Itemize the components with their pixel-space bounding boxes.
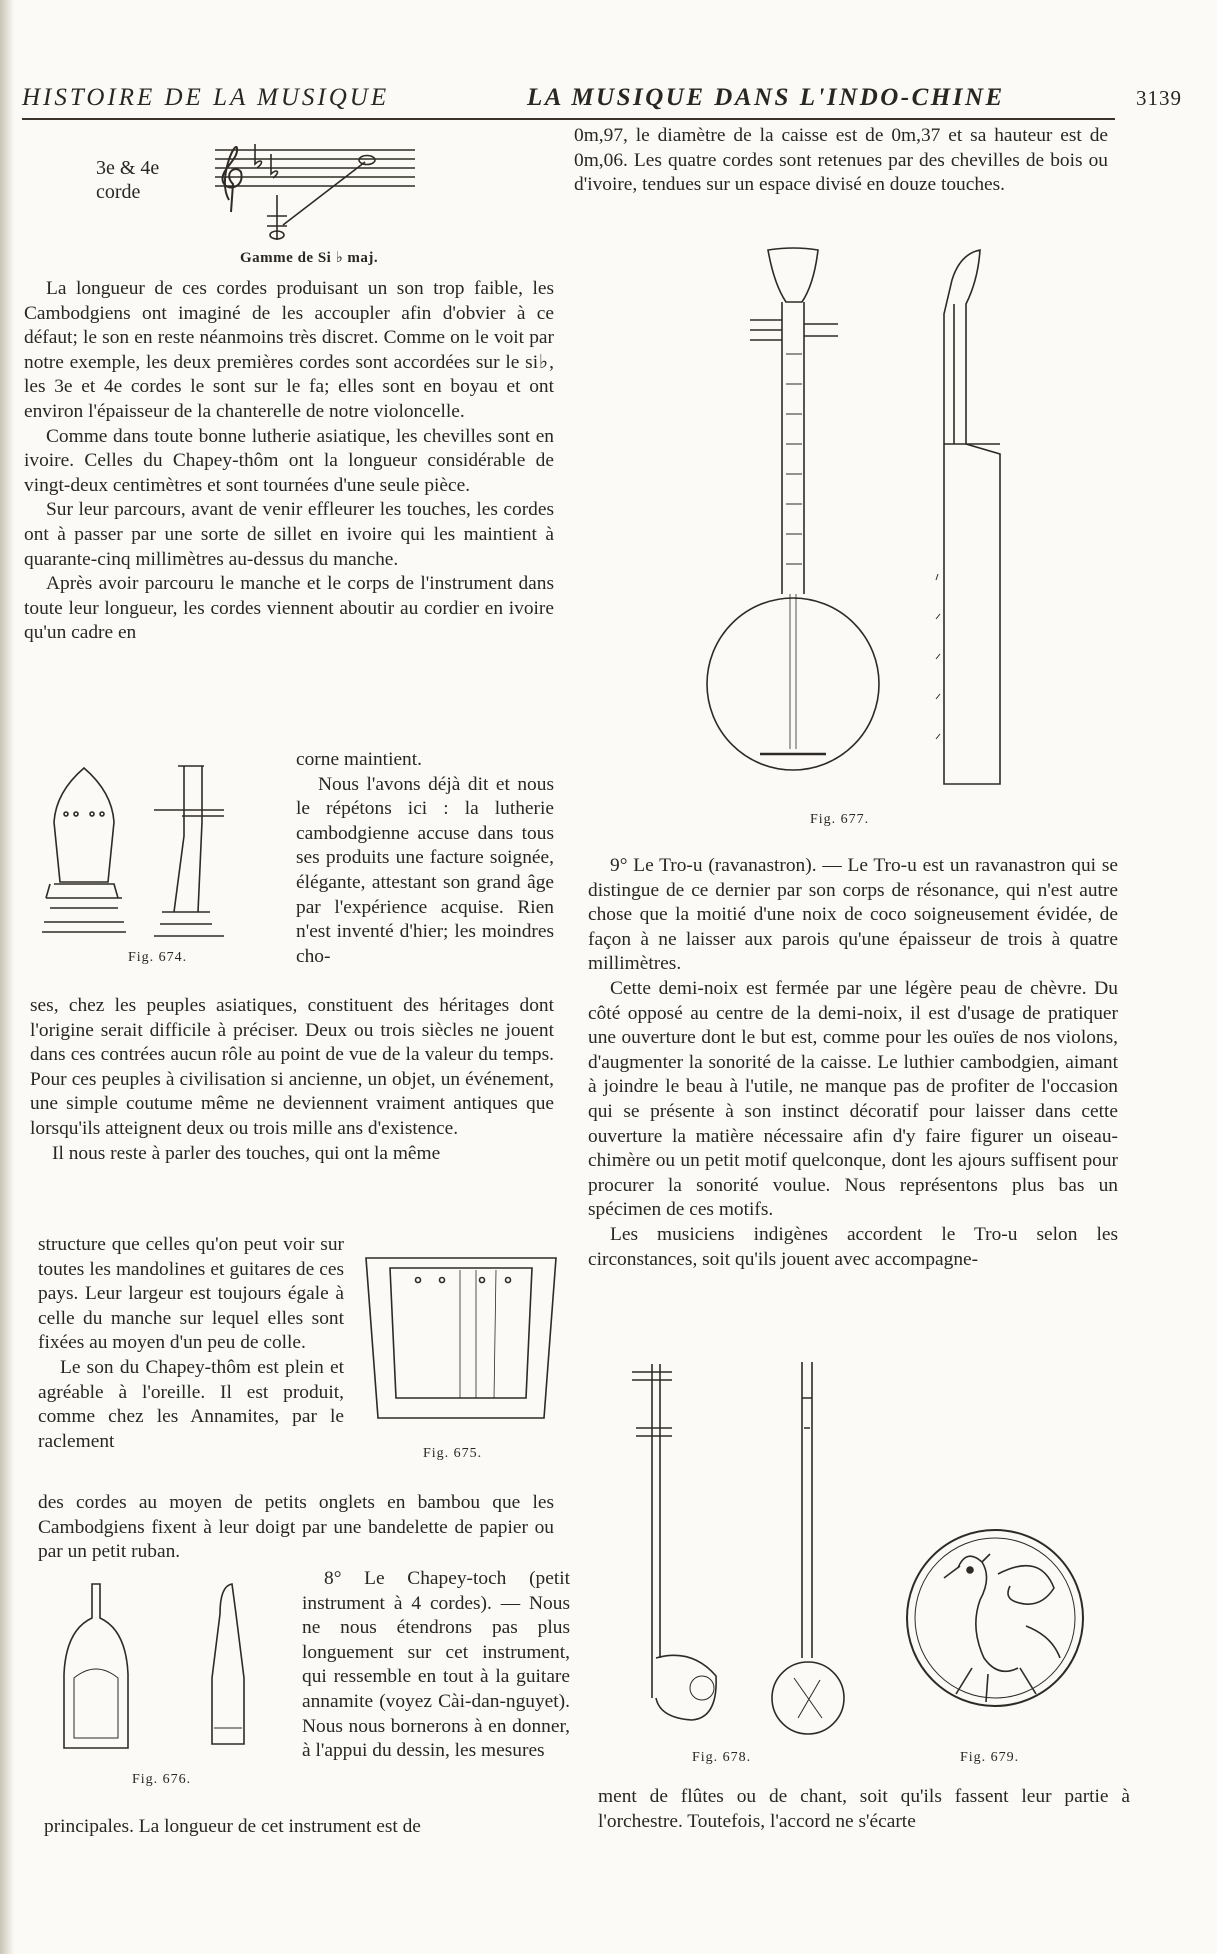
header-rule [22,118,1115,120]
fig-676-drawing [54,1578,299,1768]
left-para-7a: Le son du Chapey-thôm est plein et agréable à l'oreille. Il est produit, comme chez les Annamites, par le raclement [38,1356,344,1452]
left-para-4a: Après avoir parcouru le manche et le corps de l'instrument dans toute leur longueur, les cordes viennent aboutir au cordier en ivoire qu'un cadre en [24,573,554,644]
right-column-block1 [574,124,1108,198]
left-para-4b: corne maintient. [296,749,422,770]
fig-676-svg [54,1578,299,1768]
left-column-block1 [24,277,554,646]
right-column-block3 [598,1785,1130,1834]
left-para-6b: structure que celles qu'on peut voir sur toutes les mandolines et guitares de ces pays. Leur largeur est toujours égale à celle du manche sur lequel elles sont fixées au moyen d'un peu de colle. [38,1234,344,1354]
right-column-block2 [588,854,1118,1272]
fig-678-drawing [612,1358,882,1738]
fig-675-caption: Fig. 675. [423,1446,483,1461]
fig-674-drawing [34,762,279,942]
fig-677-svg [690,244,1030,804]
music-staff-svg [205,140,425,250]
fig-678-svg [612,1358,882,1738]
fig-679-caption: Fig. 679. [960,1750,1020,1765]
header-left-title: HISTOIRE DE LA MUSIQUE [22,84,390,111]
fig-675-svg [356,1248,566,1428]
fig-675-drawing [356,1248,566,1428]
left-para-2: Comme dans toute bonne lutherie asiatique, les chevilles sont en ivoire. Celles du Chapey-thôm ont la longueur considérable de vingt-deux centimètres et sont tournées d'une seule pièce. [24,425,554,496]
left-para-5a: Nous l'avons déjà dit et nous le répétons ici : la lutherie cambodgienne accuse dans tous ses produits une facture soignée, élégante, attestant son grand âge par l'expérience acquise. Rien n'est inventé d'hier; les moindres cho- [296,773,554,967]
fig-679-drawing [900,1518,1090,1728]
right-para-4: ment de flûtes ou de chant, soit qu'ils fassent leur partie à l'orchestre. Toutefois, l'accord ne s'écarte [598,1786,1130,1832]
fig-676-caption: Fig. 676. [132,1772,192,1787]
left-column-block3 [30,994,554,1166]
right-para-0: 0m,97, le diamètre de la caisse est de 0m,37 et sa hauteur est de 0m,06. Les quatre cordes sont retenues par des chevilles de bois ou d'ivoire, tendues sur un espace divisé en douze touches. [574,125,1108,196]
left-para-7b: des cordes au moyen de petits onglets en bambou que les Cambodgiens fixent à leur doigt par une bandelette de papier ou par un petit ruban. [38,1492,554,1563]
scale-label-line2: corde [96,181,141,203]
page-number: 3139 [1136,86,1182,110]
fig-674-svg [34,762,279,942]
left-para-3: Sur leur parcours, avant de venir effleurer les touches, les cordes ont à passer par une sorte de sillet en ivoire qui les maintient à quarante-cinq millimètres au-dessus du manche. [24,499,554,570]
scale-label [96,156,159,204]
header-center-title: LA MUSIQUE DANS L'INDO-CHINE [527,84,1005,111]
left-para-8: 8° Le Chapey-toch (petit instrument à 4 cordes). — Nous ne nous étendrons pas plus longuement sur cet instrument, qui ressemble en tout à la guitare annamite (voyez Cài-dan-nguyet). Nous nous bornerons à en donner, à l'appui du dessin, les mesures [302,1568,570,1762]
fig-677-caption: Fig. 677. [810,812,870,827]
fig-679-svg [900,1518,1090,1728]
left-column-block5 [38,1491,554,1565]
fig-678-caption: Fig. 678. [692,1750,752,1765]
left-column-block4 [38,1233,344,1454]
page-binding-shadow [0,0,14,1954]
left-para-6a: Il nous reste à parler des touches, qui ont la même [52,1142,441,1164]
left-column-block2 [296,748,554,969]
scale-label-line1: 3e & 4e [96,157,160,179]
right-para-1: 9° Le Tro-u (ravanastron). — Le Tro-u est un ravanastron qui se distingue de ce dernier par son corps de résonance, qui n'est autre chose que la moitié d'une noix de coco soigneusement évidée, de façon à ne laisser aux parois qu'une épaisseur de trois à quatre millimètres. [588,855,1118,975]
right-para-3: Les musiciens indigènes accordent le Tro-u selon les circonstances, soit qu'ils jouent avec accompagne- [588,1223,1118,1270]
left-column-block6 [302,1567,570,1764]
left-para-5b: ses, chez les peuples asiatiques, constituent des héritages dont l'origine serait difficile à préciser. Deux ou trois siècles ne jouent dans ces contrées aucun rôle au point de vue de la valeur du temps. Pour ces peuples à civilisation si ancienne, un objet, un événement, une simple coutume même ne deviennent vraiment antiques que lorsqu'ils atteignent deux ou trois mille ans d'existence. [30,995,554,1139]
running-header [22,84,1182,116]
scale-caption: Gamme de Si ♭ maj. [240,250,379,266]
fig-674-caption: Fig. 674. [128,950,188,965]
music-staff-figure [205,140,425,250]
left-para-1: La longueur de ces cordes produisant un son trop faible, les Cambodgiens ont imaginé de les accoupler afin d'obvier à ce défaut; le son en reste néanmoins très discret. Comme on le voit par notre exemple, les deux premières cordes sont accordées sur le si♭, les 3e et 4e cordes le sont sur le fa; elles sont en boyau et ont environ l'épaisseur de la chanterelle de notre violoncelle. [24,278,554,422]
fig-677-drawing [690,244,1030,804]
right-para-2: Cette demi-noix est fermée par une légère peau de chèvre. Du côté opposé au centre de la demi-noix, il est d'usage de pratiquer une ouverture dont le but est, comme pour les ouïes de nos violons, d'augmenter la sonorité de la caisse. Le luthier cambodgien, aimant à joindre le beau à l'utile, ne manque pas de profiter de l'occasion qui se présente à son instinct décoratif pour laisser dans cette ouverture la matière nécessaire afin d'y faire figurer un oiseau-chimère ou un petit motif quelconque, dont les ajours suffisent pour procurer la sonorité voulue. Nous représentons plus bas un spécimen de ces motifs. [588,977,1118,1221]
left-column-lastline [44,1815,570,1840]
left-para-8-end: principales. La longueur de cet instrument est de [44,1816,421,1837]
